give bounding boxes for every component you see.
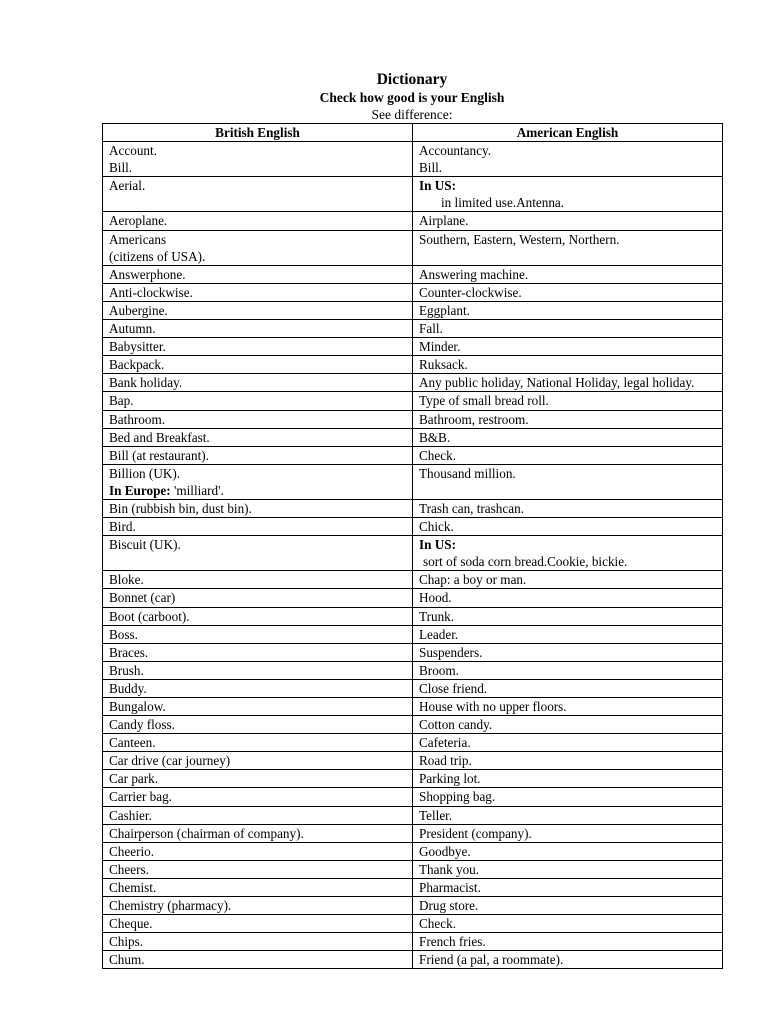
british-term: Bill.	[109, 160, 133, 176]
american-note-label: In US:	[419, 537, 457, 553]
british-term-cell	[103, 142, 413, 177]
table-row	[103, 536, 723, 571]
american-note-text: sort of soda corn bread.Cookie, bickie.	[423, 554, 628, 570]
document-subtitle: Check how good is your English	[319, 90, 505, 105]
table-row	[103, 464, 723, 499]
british-term: Cheque.	[109, 916, 153, 932]
table-row	[103, 265, 723, 283]
american-term-cell	[413, 518, 723, 536]
dictionary-table	[102, 123, 723, 969]
british-term-cell	[103, 536, 413, 571]
table-row	[103, 878, 723, 896]
american-term: B&B.	[419, 429, 451, 445]
american-term: Minder.	[419, 339, 461, 355]
british-term: Boss.	[109, 626, 138, 642]
american-term-cell	[413, 878, 723, 896]
column-header-american: American English	[413, 124, 723, 142]
american-term: Leader.	[419, 626, 459, 642]
american-term: Cafeteria.	[419, 735, 471, 751]
table-row	[103, 643, 723, 661]
table-row	[103, 752, 723, 770]
table-row	[103, 716, 723, 734]
american-term-cell	[413, 464, 723, 499]
american-term-cell	[413, 933, 723, 951]
american-term: Hood.	[419, 590, 452, 606]
british-note-text: 'milliard'.	[170, 482, 224, 498]
british-term-cell	[103, 212, 413, 230]
british-term: Chips.	[109, 934, 144, 950]
american-term-cell	[413, 374, 723, 392]
see-difference-label: See difference:	[371, 107, 453, 122]
british-term: Bungalow.	[109, 699, 166, 714]
american-term: Chap: a boy or man.	[419, 572, 527, 588]
british-term: Backpack.	[109, 357, 165, 373]
british-term: Chemist.	[109, 879, 157, 895]
table-row	[103, 770, 723, 788]
american-term-cell	[413, 230, 723, 265]
british-term-cell	[103, 752, 413, 770]
table-row	[103, 428, 723, 446]
american-term: Suspenders.	[419, 644, 483, 660]
table-header-row	[103, 124, 723, 142]
american-term: Teller.	[419, 807, 453, 823]
american-term-cell	[413, 283, 723, 301]
british-term: Autumn.	[109, 321, 156, 337]
british-term-cell	[103, 842, 413, 860]
table-row	[103, 571, 723, 589]
table-row	[103, 392, 723, 410]
british-term: Boot (carboot).	[109, 608, 190, 624]
british-term: Chemistry (pharmacy).	[109, 898, 232, 914]
table-body	[103, 142, 723, 969]
american-term-cell	[413, 499, 723, 517]
british-term-cell	[103, 356, 413, 374]
american-term-cell	[413, 643, 723, 661]
british-term: Aubergine.	[109, 302, 168, 318]
british-term-cell	[103, 518, 413, 536]
british-term-cell	[103, 265, 413, 283]
british-term: Aerial.	[109, 178, 146, 194]
table-row	[103, 915, 723, 933]
american-term-cell	[413, 788, 723, 806]
british-term-cell	[103, 301, 413, 319]
british-term: Americans	[109, 231, 167, 247]
american-term-cell	[413, 536, 723, 571]
american-term: Counter-clockwise.	[419, 284, 522, 300]
american-term-cell	[413, 842, 723, 860]
british-term: Carrier bag.	[109, 789, 172, 805]
american-term: Bill.	[419, 160, 443, 176]
american-term-cell	[413, 212, 723, 230]
american-note-text: in limited use.Antenna.	[441, 195, 565, 211]
american-term-cell	[413, 142, 723, 177]
british-term: Cheerio.	[109, 843, 155, 859]
british-term: Bathroom.	[109, 411, 166, 427]
british-term: Car park.	[109, 771, 159, 787]
american-term: Type of small bread roll.	[419, 393, 549, 409]
american-term: Eggplant.	[419, 302, 470, 318]
table-row	[103, 338, 723, 356]
american-term: Pharmacist.	[419, 879, 481, 895]
american-term-cell	[413, 410, 723, 428]
table-row	[103, 499, 723, 517]
table-row	[103, 698, 723, 716]
american-term: Any public holiday, National Holiday, legal holiday.	[419, 375, 695, 391]
american-term-cell	[413, 356, 723, 374]
british-term: Babysitter.	[109, 339, 166, 355]
american-term-cell	[413, 177, 723, 212]
table-row	[103, 356, 723, 374]
british-term-cell	[103, 428, 413, 446]
british-note-label: In Europe:	[109, 482, 171, 498]
british-term-cell	[103, 607, 413, 625]
british-term-cell	[103, 679, 413, 697]
british-term: Cheers.	[109, 861, 149, 877]
american-term: President (company).	[419, 825, 532, 841]
british-term: Account.	[109, 143, 157, 159]
american-term-cell	[413, 338, 723, 356]
american-term: Check.	[419, 447, 456, 463]
american-term-cell	[413, 716, 723, 734]
document-header	[102, 70, 722, 123]
british-term: Canteen.	[109, 735, 156, 751]
table-row	[103, 374, 723, 392]
british-term: Bill (at restaurant).	[109, 447, 209, 463]
american-term-cell	[413, 428, 723, 446]
american-term: Broom.	[419, 662, 459, 678]
american-term: Thank you.	[419, 861, 480, 877]
british-term-cell	[103, 716, 413, 734]
british-term-cell	[103, 915, 413, 933]
british-term-cell	[103, 860, 413, 878]
american-term: Check.	[419, 916, 456, 932]
table-row	[103, 607, 723, 625]
table-row	[103, 410, 723, 428]
british-term-cell	[103, 698, 413, 716]
american-term: Trash can, trashcan.	[419, 500, 524, 516]
british-term: Answerphone.	[109, 266, 186, 282]
british-term: Aeroplane.	[109, 213, 168, 229]
column-header-british: British English	[103, 124, 413, 142]
american-term-cell	[413, 625, 723, 643]
british-term-cell	[103, 571, 413, 589]
american-term: Airplane.	[419, 213, 469, 229]
british-term: Braces.	[109, 644, 149, 660]
british-term: Bonnet (car)	[109, 590, 176, 606]
table-row	[103, 518, 723, 536]
table-row	[103, 679, 723, 697]
american-term: Trunk.	[419, 608, 455, 624]
table-row	[103, 806, 723, 824]
british-term-cell	[103, 625, 413, 643]
british-term-cell	[103, 499, 413, 517]
table-row	[103, 142, 723, 177]
british-term: Buddy.	[109, 680, 147, 696]
american-term-cell	[413, 915, 723, 933]
british-term-cell	[103, 392, 413, 410]
british-term-cell	[103, 283, 413, 301]
british-term: Bed and Breakfast.	[109, 429, 210, 445]
british-term: Anti-clockwise.	[109, 284, 193, 300]
american-term: French fries.	[419, 934, 486, 950]
american-term: Close friend.	[419, 680, 488, 696]
british-term-cell	[103, 230, 413, 265]
british-term: Car drive (car journey)	[109, 753, 231, 769]
american-term: Drug store.	[419, 898, 479, 914]
american-term-cell	[413, 679, 723, 697]
british-term-cell	[103, 661, 413, 679]
table-row	[103, 589, 723, 607]
british-term: Biscuit (UK).	[109, 537, 181, 553]
british-term-cell	[103, 951, 413, 969]
american-term: Thousand million.	[419, 465, 516, 481]
american-term: Bathroom, restroom.	[419, 411, 529, 427]
table-row	[103, 212, 723, 230]
american-term-cell	[413, 897, 723, 915]
table-row	[103, 283, 723, 301]
table-row	[103, 897, 723, 915]
british-term-cell	[103, 374, 413, 392]
table-row	[103, 933, 723, 951]
british-term: Bin (rubbish bin, dust bin).	[109, 500, 252, 516]
british-term-cell	[103, 824, 413, 842]
british-term-cell	[103, 589, 413, 607]
british-term-cell	[103, 897, 413, 915]
american-term: Southern, Eastern, Western, Northern.	[419, 231, 620, 247]
american-term: Answering machine.	[419, 266, 529, 282]
table-row	[103, 320, 723, 338]
british-term-cell	[103, 464, 413, 499]
table-row	[103, 661, 723, 679]
american-term-cell	[413, 661, 723, 679]
table-row	[103, 230, 723, 265]
american-term: Ruksack.	[419, 357, 468, 373]
british-term-cell	[103, 446, 413, 464]
british-term-cell	[103, 770, 413, 788]
american-term-cell	[413, 770, 723, 788]
british-term-cell	[103, 878, 413, 896]
british-term-cell	[103, 410, 413, 428]
british-term: Bank holiday.	[109, 375, 183, 391]
american-term: Chick.	[419, 519, 454, 535]
american-term-cell	[413, 589, 723, 607]
table-row	[103, 177, 723, 212]
british-term: Chairperson (chairman of company).	[109, 825, 304, 841]
american-term-cell	[413, 824, 723, 842]
american-term-cell	[413, 752, 723, 770]
table-row	[103, 824, 723, 842]
british-term-cell	[103, 338, 413, 356]
british-term-cell	[103, 643, 413, 661]
british-note-line	[109, 482, 406, 499]
american-term-cell	[413, 607, 723, 625]
british-term-cell	[103, 806, 413, 824]
american-term-cell	[413, 951, 723, 969]
british-term: Bap.	[109, 393, 134, 409]
british-term-cell	[103, 734, 413, 752]
american-term: Friend (a pal, a roommate).	[419, 952, 564, 968]
british-term: (citizens of USA).	[109, 248, 206, 264]
table-row	[103, 842, 723, 860]
american-term-cell	[413, 301, 723, 319]
british-term: Brush.	[109, 662, 144, 678]
british-term: Candy floss.	[109, 717, 175, 733]
american-term: Shopping bag.	[419, 789, 496, 805]
british-term: Bloke.	[109, 572, 144, 588]
american-term-cell	[413, 860, 723, 878]
american-term-cell	[413, 320, 723, 338]
british-term-cell	[103, 177, 413, 212]
british-term: Bird.	[109, 519, 136, 535]
document-title: Dictionary	[376, 71, 448, 88]
table-row	[103, 734, 723, 752]
american-term: Cotton candy.	[419, 717, 493, 733]
british-term-cell	[103, 788, 413, 806]
american-term: Goodbye.	[419, 843, 471, 859]
british-term-cell	[103, 933, 413, 951]
british-term: Chum.	[109, 952, 145, 968]
british-term-cell	[103, 320, 413, 338]
american-term-cell	[413, 446, 723, 464]
american-note-label: In US:	[419, 178, 457, 194]
american-term-cell	[413, 698, 723, 716]
american-term-cell	[413, 265, 723, 283]
american-term-cell	[413, 806, 723, 824]
table-row	[103, 301, 723, 319]
table-row	[103, 446, 723, 464]
american-term: Fall.	[419, 321, 443, 337]
american-term: House with no upper floors.	[419, 699, 567, 714]
table-row	[103, 788, 723, 806]
american-term-cell	[413, 734, 723, 752]
table-row	[103, 951, 723, 969]
table-row	[103, 860, 723, 878]
american-term: Road trip.	[419, 753, 472, 769]
american-term: Accountancy.	[419, 143, 492, 159]
american-term-cell	[413, 392, 723, 410]
british-term: Cashier.	[109, 807, 152, 823]
table-row	[103, 625, 723, 643]
british-term: Billion (UK).	[109, 465, 181, 481]
american-term: Parking lot.	[419, 771, 481, 787]
american-term-cell	[413, 571, 723, 589]
